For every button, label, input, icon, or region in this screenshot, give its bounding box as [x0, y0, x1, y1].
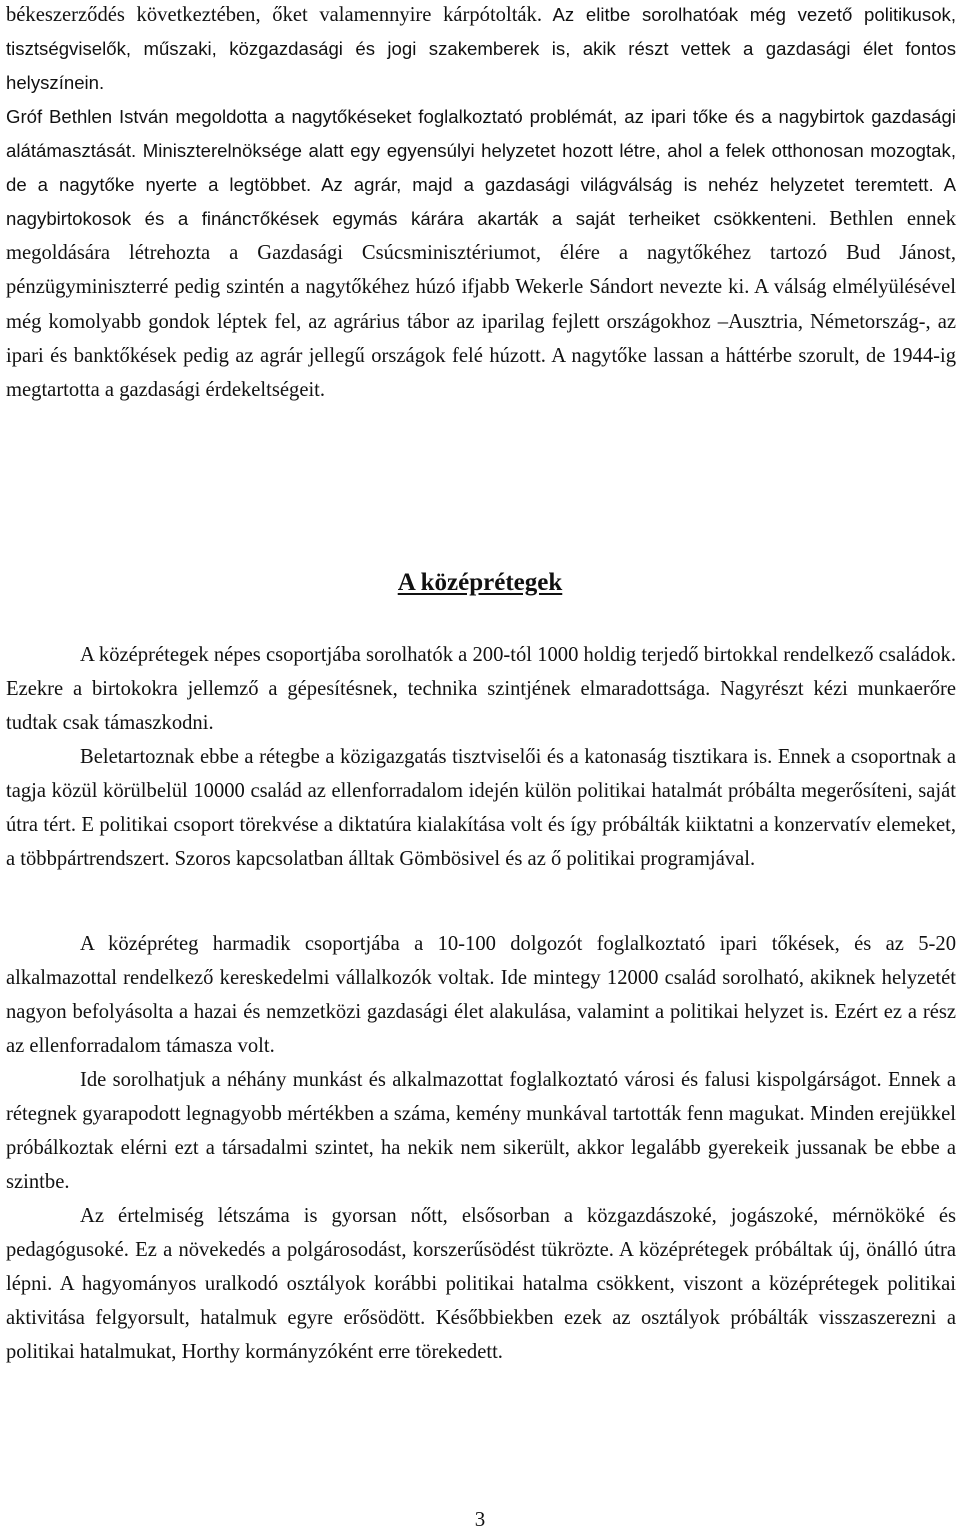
- bethlen-paragraph: [6, 100, 956, 407]
- paragraph-1: A középrétegek népes csoportjába sorolhatók a 200-tól 1000 holdig terjedő birtokkal rendelkező családok. Ezekre a birtokokra jellemző a gépesítésnek, technika szintjének elmaradottsága. Nagyrészt kézi munkaerőre tudtak csak támaszkodni.: [6, 644, 956, 735]
- paragraph-2: Beletartoznak ebbe a rétegbe a közigazgatás tisztviselői és a katonaság tisztikara is. Ennek a csoportnak a tagja közül körülbelül 10000 család az ellenforradalom idején külön politikai hatalmát próbálta megerősíteni, saját útra tért. E politikai csoport törekvése a diktatúra kialakítása volt és így próbálták kiiktatni a konzervatív elemeket, a többpártrendszert. Szoros kapcsolatban álltak Gömbösivel és az ő politikai programjával.: [6, 746, 956, 871]
- intro-serif-text: békeszerződés következtében, őket valamennyire kárpótolták.: [6, 4, 543, 26]
- paragraph-5: Az értelmiség létszáma is gyorsan nőtt, elsősorban a közgazdászoké, jogászoké, mérnököké és pedagógusoké. Ez a növekedés a polgárosodást, korszerűsödést tükrözte. A középrétegek próbáltak új, önálló útra lépni. A hagyományos uralkodó osztályok korábbi politikai hatalma csökkent, viszont a középrétegek politikai aktivitása felgyorsult, hatalmuk egyre erősödött. Későbbiekben ezek az osztályok próbálták visszaszerezni a politikai hatalmukat, Horthy kormányzóként erre törekedett.: [6, 1205, 956, 1364]
- paragraph-4: Ide sorolhatjuk a néhány munkást és alkalmazottat foglalkoztató városi és falusi kispolgárságot. Ennek a rétegnek gyarapodott legnagyobb mértékben a száma, kemény munkával tartották fenn magukat. Minden erejükkel próbálkoztak elérni ezt a társadalmi szintet, ha nekik nem sikerült, akkor legalább gyerekeik jussanak be ebbe a szintbe.: [6, 1069, 956, 1194]
- page-number: 3: [474, 1507, 486, 1531]
- intro-sans-text: Az elitbe sorolhatóak még vezető politikusok, tisztségviselők, műszaki, közgazdasági és jogi szakemberek is, akik részt vettek a gazdasági élet fontos helyszínein.: [6, 4, 957, 94]
- bethlen-sans-text: Gróf Bethlen István megoldotta a nagytőkéseket foglalkoztató problémát, az ipari tőke és a nagybirtok gazdasági alátámasztását. Miniszterelnöksége alatt egy egyensúlyi helyzetet hozott létre, ahol a felek otthonosan mozogtak, de a nagytőke nyerte a legtöbbet. Az agrár, majd a gazdasági világválság is nehéz helyzetet teremtett. A nagybirtokosok és a fináncтőkések egymás kárára akarták a saját terheiket csökkenteni.: [6, 106, 956, 230]
- intro-paragraph: [6, 0, 956, 100]
- paragraph-3: A középréteg harmadik csoportjába a 10-100 dolgozót foglalkoztató ipari tőkések, és az 5-20 alkalmazottal rendelkező kereskedelmi vállalkozók voltak. Ide mintegy 12000 család sorolható, akiknek helyzetét nagyon befolyásolta a hazai és nemzetközi gazdasági élet alakulása, valamint a politikai helyzet is. Ezért ez a rész az ellenforradalom támasza volt.: [6, 933, 956, 1058]
- section-heading: A középrétegek: [397, 569, 563, 596]
- bethlen-serif-text: Bethlen ennek megoldására létrehozta a Gazdasági Csúcsminisztériumot, élére a nagytőkéhez tartozó Bud Jánost, pénzügyminiszterré pedig szintén a nagytőkéhez húzó ifjabb Wekerle Sándort nevezte ki. A válság elmélyülésével még komolyabb gondok léptek fel, az agrárius tábor az iparilag fejlett országokhoz –Ausztria, Németország-, az ipari és banktőkések pedig az agrár jellegű országok felé húzott. A nagytőke lassan a háttérbe szorult, de 1944-ig megtartotta a gazdasági érdekeltségeit.: [6, 208, 957, 401]
